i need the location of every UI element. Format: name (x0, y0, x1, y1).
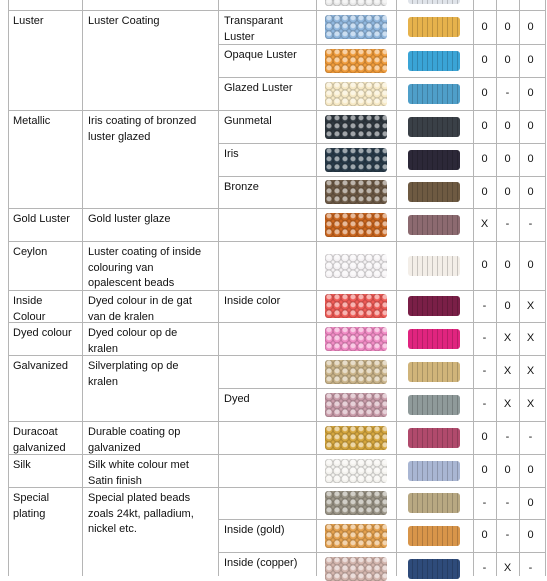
bead-swatch-image (325, 557, 387, 581)
cell-availability-mark: X (526, 332, 535, 344)
cell-availability-mark: X (526, 299, 535, 312)
bead-swatch-image (325, 15, 387, 39)
cell-availability-mark: X (503, 365, 512, 377)
cell-availability-mark: 0 (504, 54, 511, 66)
cell-availability-mark: - (482, 299, 487, 312)
cell-subtype: Transparant Luster (224, 15, 283, 43)
cell-availability-mark: 0 (504, 153, 511, 165)
grid-line-vertical (8, 0, 9, 576)
bead-swatch-image (325, 49, 387, 73)
bead-swatch-image (408, 395, 460, 415)
bead-swatch-image (325, 360, 387, 384)
grid-line-horizontal (8, 208, 546, 209)
grid-line-horizontal (218, 552, 546, 553)
bead-swatch-image (325, 327, 387, 351)
cell-availability-mark: 0 (481, 529, 488, 541)
cell-availability-mark: X (503, 562, 512, 574)
cell-availability-mark: 0 (527, 529, 534, 541)
cell-availability-mark: 0 (504, 185, 511, 198)
grid-line-vertical (545, 0, 546, 576)
cell-subtype: Inside (copper) (224, 557, 298, 569)
bead-swatch-image (325, 0, 387, 6)
bead-swatch-image (408, 493, 460, 513)
bead-swatch-image (408, 329, 460, 349)
bead-swatch-image (325, 491, 387, 515)
cell-finish: Silk (13, 459, 31, 471)
cell-finish: Gold Luster (13, 213, 70, 225)
cell-availability-mark: 0 (481, 431, 488, 443)
bead-swatch-image (325, 82, 387, 106)
cell-availability-mark: - (505, 87, 510, 99)
grid-line-vertical (316, 0, 317, 576)
cell-availability-mark: 0 (504, 20, 511, 33)
cell-availability-mark: - (505, 431, 510, 443)
grid-line-vertical (218, 0, 219, 576)
cell-availability-mark: 0 (527, 185, 534, 198)
bead-swatch-image (325, 426, 387, 450)
cell-availability-mark: 0 (527, 464, 534, 476)
cell-description: Gold luster glaze (88, 213, 171, 225)
grid-line-horizontal (218, 143, 546, 144)
bead-swatch-image (325, 213, 387, 237)
bead-swatch-image (325, 254, 387, 278)
cell-availability-mark: - (482, 365, 487, 377)
cell-description: Special plated beads zoals 24kt, palladium, nickel etc. (88, 492, 194, 535)
bead-swatch-image (325, 148, 387, 172)
cell-availability-mark: X (526, 398, 535, 410)
cell-description: Durable coating op galvanized (88, 426, 181, 454)
cell-availability-mark: - (482, 562, 487, 574)
bead-swatch-image (408, 51, 460, 71)
cell-finish: Inside Colour (13, 295, 46, 323)
cell-availability-mark: X (526, 365, 535, 377)
cell-availability-mark: 0 (481, 464, 488, 476)
cell-availability-mark: - (505, 529, 510, 541)
cell-availability-mark: - (528, 562, 533, 574)
grid-line-horizontal (218, 77, 546, 78)
cell-availability-mark: - (482, 398, 487, 410)
cell-subtype: Iris (224, 148, 239, 160)
cell-subtype: Dyed (224, 393, 250, 405)
cell-availability-mark: 0 (504, 464, 511, 476)
cell-availability-mark: 0 (527, 87, 534, 99)
cell-availability-mark: 0 (527, 120, 534, 132)
grid-line-vertical (396, 0, 397, 576)
bead-swatch-image (408, 256, 460, 276)
bead-swatch-image (325, 393, 387, 417)
cell-availability-mark: X (480, 218, 489, 230)
cell-subtype: Bronze (224, 181, 259, 193)
bead-swatch-image (408, 215, 460, 235)
cell-description: Silverplating op de kralen (88, 360, 179, 388)
bead-swatch-image (408, 150, 460, 170)
cell-availability-mark: 0 (504, 120, 511, 132)
cell-subtype: Gunmetal (224, 115, 272, 127)
cell-availability-mark: - (482, 496, 487, 509)
bead-swatch-image (325, 180, 387, 204)
bead-swatch-image (408, 296, 460, 316)
cell-availability-mark: 0 (527, 259, 534, 271)
cell-description: Dyed colour in de gat van de kralen (88, 295, 192, 323)
bead-swatch-image (325, 294, 387, 318)
cell-description: Silk white colour met Satin finish (88, 459, 189, 487)
grid-line-horizontal (218, 519, 546, 520)
cell-description: Luster coating of inside colouring van opalescent beads (88, 246, 202, 289)
grid-line-horizontal (8, 421, 546, 422)
bead-swatch-image (408, 362, 460, 382)
cell-finish: Dyed colour (13, 327, 72, 339)
cell-subtype: Inside color (224, 295, 281, 307)
cell-finish: Metallic (13, 115, 51, 127)
cell-finish: Ceylon (13, 246, 48, 258)
cell-availability-mark: 0 (481, 54, 488, 66)
grid-line-vertical (82, 0, 83, 576)
cell-description: Iris coating of bronzed luster glazed (88, 115, 197, 143)
bead-swatch-image (408, 182, 460, 202)
cell-availability-mark: - (505, 218, 510, 230)
cell-availability-mark: 0 (481, 20, 488, 33)
bead-swatch-image (325, 459, 387, 483)
grid-line-horizontal (218, 388, 546, 389)
bead-swatch-image (408, 428, 460, 448)
grid-line-horizontal (218, 176, 546, 177)
cell-finish: Duracoat galvanized (13, 426, 66, 454)
cell-availability-mark: 0 (481, 259, 488, 271)
bead-swatch-image (408, 17, 460, 37)
cell-availability-mark: 0 (504, 299, 511, 312)
cell-availability-mark: - (528, 218, 533, 230)
cell-subtype: Opaque Luster (224, 49, 297, 61)
cell-availability-mark: X (503, 398, 512, 410)
cell-availability-mark: 0 (481, 120, 488, 132)
grid-line-horizontal (8, 241, 546, 242)
bead-swatch-image (408, 461, 460, 481)
bead-swatch-image (325, 115, 387, 139)
cell-availability-mark: - (505, 496, 510, 509)
cell-availability-mark: 0 (527, 153, 534, 165)
cell-availability-mark: - (528, 431, 533, 443)
cell-availability-mark: 0 (527, 54, 534, 66)
cell-subtype: Inside (gold) (224, 524, 285, 536)
cell-availability-mark: 0 (504, 259, 511, 271)
bead-swatch-image (408, 0, 460, 4)
cell-availability-mark: - (482, 332, 487, 344)
cell-description: Luster Coating (88, 15, 160, 27)
bead-swatch-image (408, 117, 460, 137)
cell-availability-mark: 0 (527, 496, 534, 509)
cell-finish: Galvanized (13, 360, 69, 372)
cell-availability-mark: X (503, 332, 512, 344)
cell-subtype: Glazed Luster (224, 82, 293, 94)
cell-finish: Luster (13, 15, 44, 27)
cell-finish: Special plating (13, 492, 50, 520)
grid-line-horizontal (8, 10, 546, 11)
cell-availability-mark: 0 (481, 185, 488, 198)
cell-availability-mark: 0 (527, 20, 534, 33)
bead-swatch-image (408, 526, 460, 546)
cell-availability-mark: 0 (481, 153, 488, 165)
grid-line-horizontal (8, 110, 546, 111)
cell-description: Dyed colour op de kralen (88, 327, 178, 355)
bead-swatch-image (408, 84, 460, 104)
cell-availability-mark: 0 (481, 87, 488, 99)
bead-swatch-image (325, 524, 387, 548)
